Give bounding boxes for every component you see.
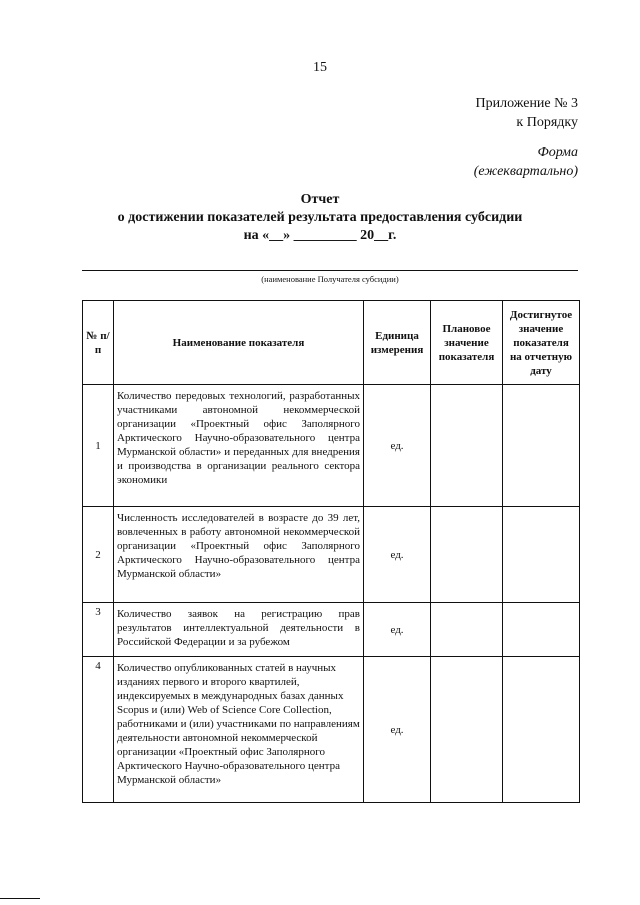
row-achieved-value[interactable]	[503, 603, 580, 657]
form-label	[474, 143, 578, 181]
table-header-row	[83, 301, 580, 385]
row-unit: ед.	[364, 507, 431, 603]
row-achieved-value[interactable]	[503, 657, 580, 803]
report-title: Отчет	[300, 192, 340, 207]
row-unit: ед.	[364, 657, 431, 803]
report-title-block	[0, 191, 640, 245]
row-unit: ед.	[364, 603, 431, 657]
row-achieved-value[interactable]	[503, 507, 580, 603]
table-row	[83, 385, 580, 507]
table-row	[83, 507, 580, 603]
row-indicator-name: Количество заявок на регистрацию прав результатов интеллектуальной деятельности в Российской Федерации и за рубежом	[114, 603, 364, 657]
header-achieved: Достигнутое значение показателя на отчетную дату	[503, 301, 580, 385]
page-number: 15	[313, 60, 327, 75]
row-planned-value[interactable]	[431, 603, 503, 657]
header-planned: Плановое значение показателя	[431, 301, 503, 385]
table-row	[83, 603, 580, 657]
appendix-number: Приложение № 3	[475, 96, 578, 111]
row-num: 1	[83, 385, 114, 507]
row-num: 4	[83, 657, 114, 803]
row-indicator-name: Количество передовых технологий, разработанных участниками автономной некоммерческой организации «Проектный офис Заполярного Арктического Научно-образовательного центра Мурманской области» и переданных для внедрения и производства в организации реального сектора экономики	[114, 385, 364, 507]
row-planned-value[interactable]	[431, 657, 503, 803]
appendix-reference: к Порядку	[516, 115, 578, 130]
row-indicator-name: Численность исследователей в возрасте до 39 лет, вовлеченных в работу автономной некоммерческой организации «Проектный офис Заполярного Арктического Научно-образовательного центра Мурманской области»	[114, 507, 364, 603]
page-bottom-mark	[0, 898, 40, 899]
row-indicator-name: Количество опубликованных статей в научных изданиях первого и второго квартилей, индексируемых в международных базах данных Scopus и (или) Web of Science Core Collection, работниками и (или) участниками по направлениям деятельности автономной некоммерческой организации «Проектный офис Заполярного Арктического Научно-образовательного центра Мурманской области»	[114, 657, 364, 803]
indicators-table	[82, 300, 580, 803]
row-achieved-value[interactable]	[503, 385, 580, 507]
recipient-line	[82, 270, 578, 271]
row-num: 3	[83, 603, 114, 657]
form-title: Форма	[537, 145, 578, 160]
row-num: 2	[83, 507, 114, 603]
report-subtitle: о достижении показателей результата предоставления субсидии	[117, 210, 523, 225]
recipient-caption: (наименование Получателя субсидии)	[261, 274, 399, 284]
report-date-line: на «__» _________ 20__г.	[243, 228, 397, 243]
form-frequency: (ежеквартально)	[473, 164, 578, 179]
header-num: № п/п	[83, 301, 114, 385]
row-planned-value[interactable]	[431, 385, 503, 507]
row-planned-value[interactable]	[431, 507, 503, 603]
appendix-block	[476, 94, 579, 132]
table-row	[83, 657, 580, 803]
header-name: Наименование показателя	[114, 301, 364, 385]
header-unit: Единица измерения	[364, 301, 431, 385]
row-unit: ед.	[364, 385, 431, 507]
